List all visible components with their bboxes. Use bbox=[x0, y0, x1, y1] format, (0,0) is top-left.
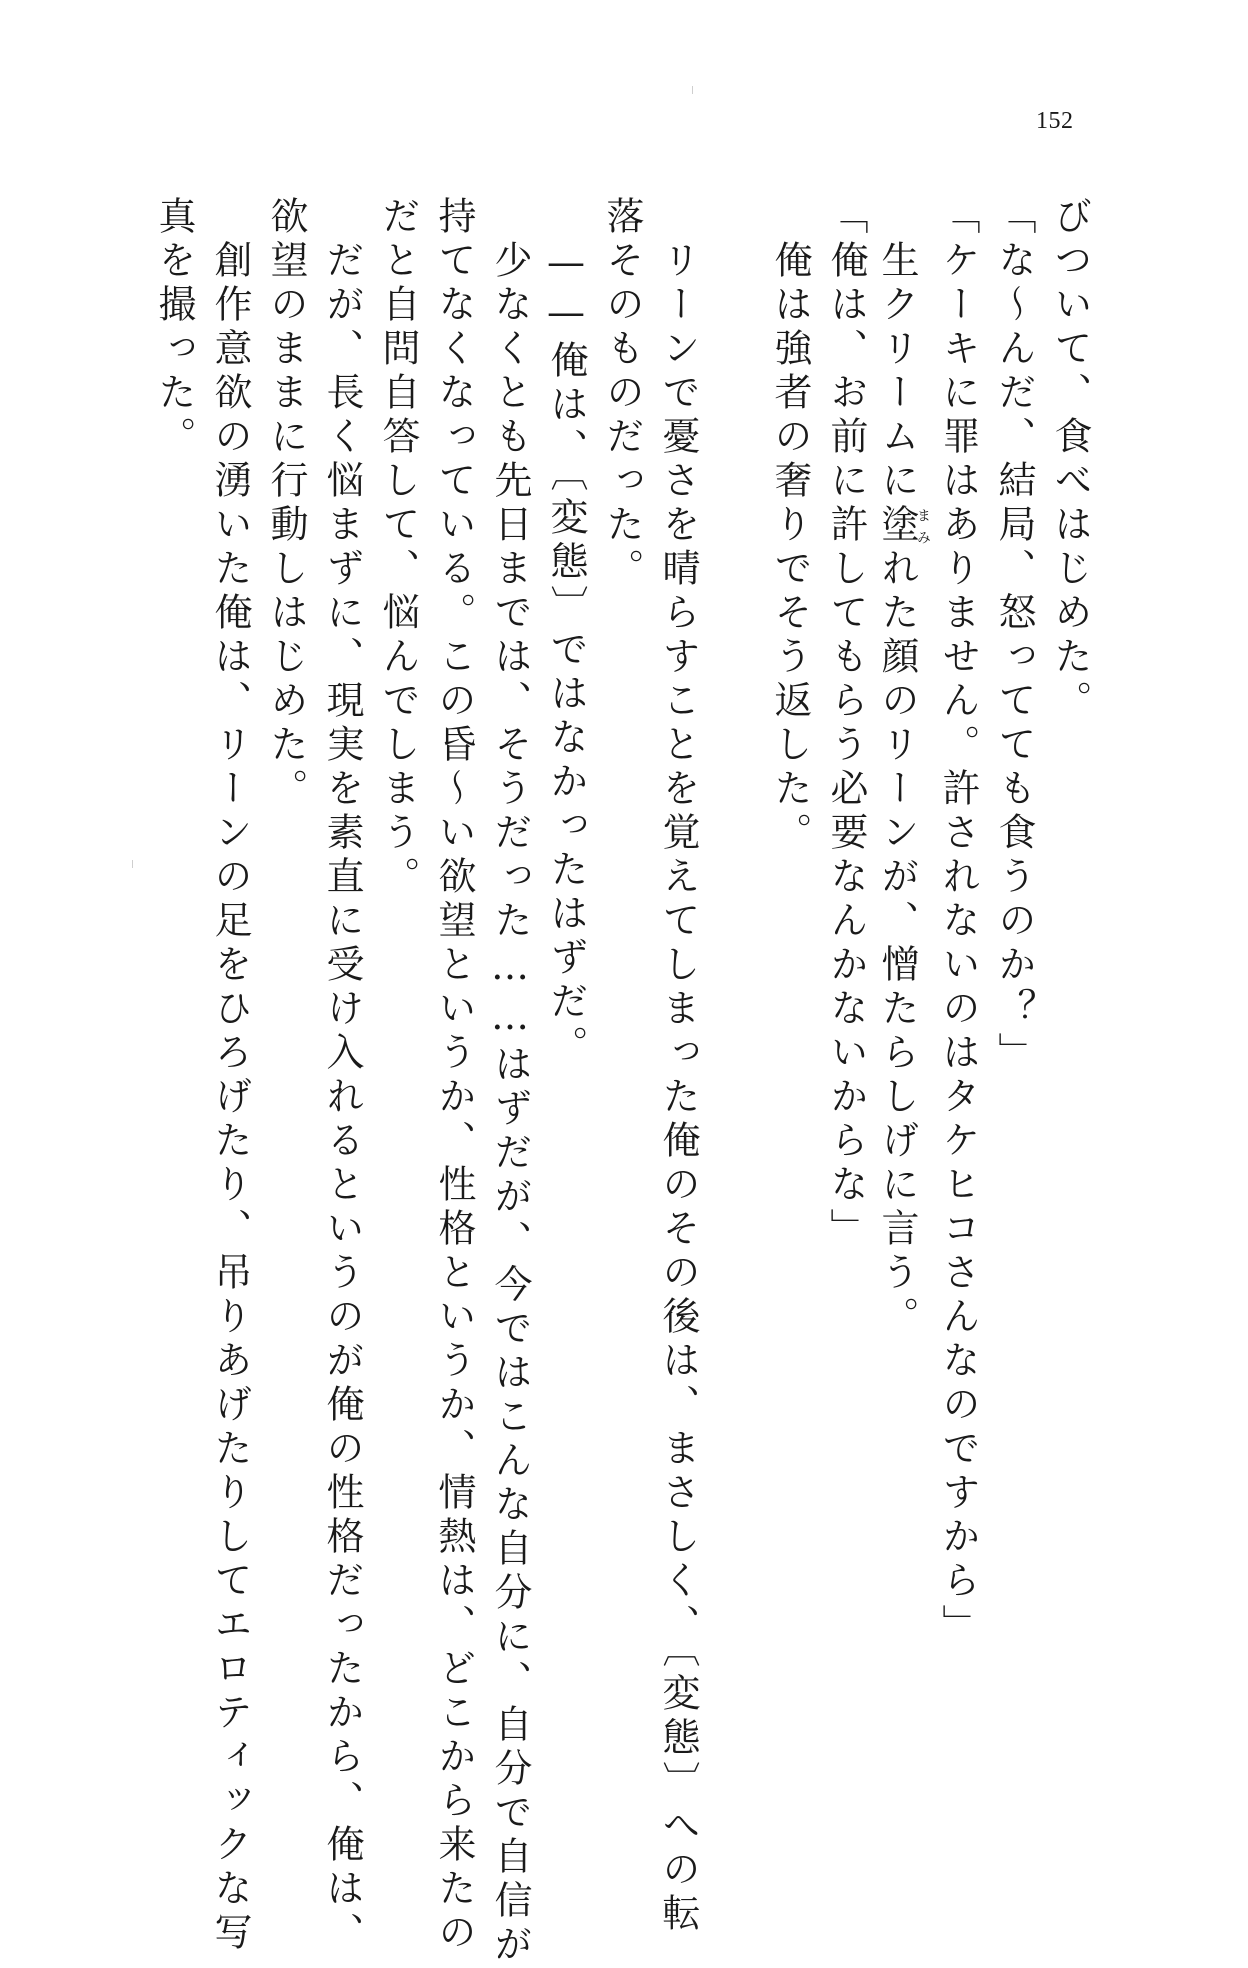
vertical-text-body bbox=[152, 196, 1100, 1968]
ruby-base: 塗 bbox=[875, 504, 919, 548]
text-line-8: 落そのものだった。 bbox=[600, 196, 644, 592]
ruby-word bbox=[875, 504, 931, 548]
ruby-reading: まみ bbox=[915, 504, 931, 548]
text-line-4-head: 生クリームに bbox=[875, 240, 919, 504]
text-line-6: 俺は強者の奢りでそう返した。 bbox=[768, 240, 812, 856]
text-line-11: 持てなくなっている。この昏〜い欲望というか、性格というか、情熱は、どこから来たの bbox=[432, 196, 476, 1956]
text-line-7: リーンで憂さを晴らすことを覚えてしまった俺のその後は、まさしく、〔変態〕への転 bbox=[656, 240, 700, 1937]
text-line-3: 「ケーキに罪はありません。許されないのはタケヒコさんなのですから」 bbox=[936, 196, 980, 1648]
text-line-12: だと自問自答して、悩んでしまう。 bbox=[376, 196, 420, 900]
scan-speck bbox=[692, 86, 693, 94]
text-line-4 bbox=[874, 196, 930, 1340]
text-line-5: 「俺は、お前に許してもらう必要なんかないからな」 bbox=[824, 196, 868, 1252]
text-line-9: ——俺は、〔変態〕ではなかったはずだ。 bbox=[544, 240, 588, 1069]
page-number: 152 bbox=[1036, 108, 1074, 134]
scan-speck bbox=[132, 860, 133, 868]
text-line-16: 真を撮った。 bbox=[152, 196, 196, 460]
text-line-2: 「な〜んだ、結局、怒ってても食うのか？」 bbox=[992, 196, 1036, 1076]
text-line-10: 少なくとも先日までは、そうだった……はずだが、今ではこんな自分に、自分で自信が bbox=[488, 240, 532, 1968]
text-line-13: だが、長く悩まずに、現実を素直に受け入れるというのが俺の性格だったから、俺は、 bbox=[320, 240, 364, 1956]
text-line-1: びついて、食べはじめた。 bbox=[1048, 196, 1092, 724]
text-line-14: 欲望のままに行動しはじめた。 bbox=[264, 196, 308, 812]
text-line-15: 創作意欲の湧いた俺は、リーンの足をひろげたり、吊りあげたりしてエロティックな写 bbox=[208, 240, 252, 1956]
text-line-4-tail: れた顔のリーンが、憎たらしげに言う。 bbox=[875, 548, 919, 1340]
